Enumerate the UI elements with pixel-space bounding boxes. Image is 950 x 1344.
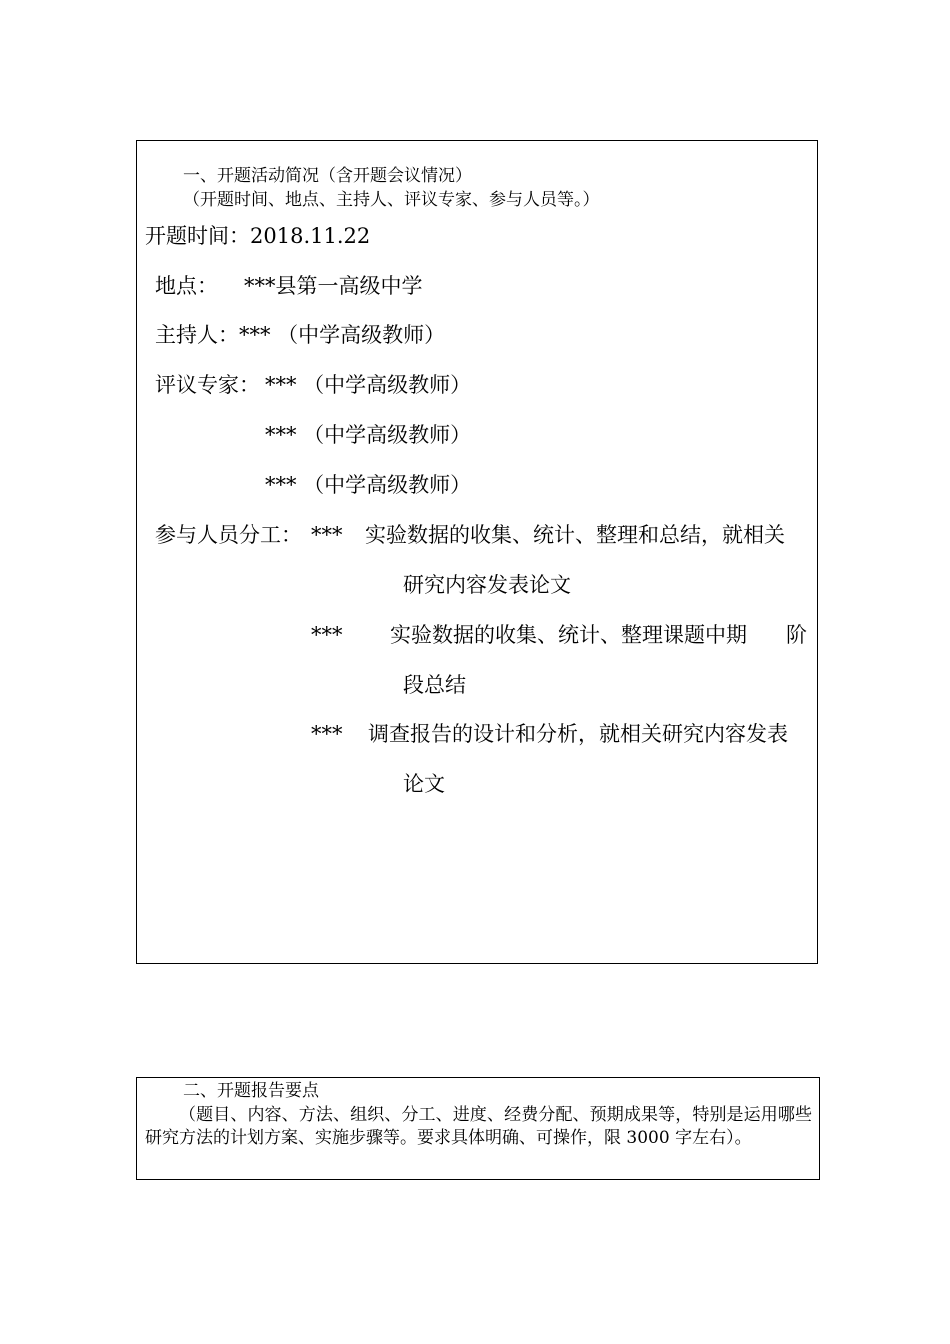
expert-entry: *** （中学高级教师） xyxy=(265,373,472,397)
participant-duty-cont: 段总结 xyxy=(403,673,466,697)
time-label: 开题时间： xyxy=(145,224,250,248)
experts-label: 评议专家： xyxy=(155,373,260,397)
place-label: 地点： xyxy=(155,274,218,298)
host-row xyxy=(155,325,445,346)
time-row xyxy=(145,226,370,247)
expert-entry: *** （中学高级教师） xyxy=(265,423,472,447)
participant-duty-cont: 研究内容发表论文 xyxy=(403,573,571,597)
participant-duty: 实验数据的收集、统计、整理和总结，就相关 xyxy=(365,523,785,547)
participant-name: *** xyxy=(311,722,343,746)
participant-duty: 调查报告的设计和分析，就相关研究内容发表 xyxy=(368,722,788,746)
activity-summary-box xyxy=(136,140,818,964)
expert-entry: *** （中学高级教师） xyxy=(265,473,472,497)
participants-label: 参与人员分工： xyxy=(155,523,302,547)
host-value: *** （中学高级教师） xyxy=(239,323,446,347)
place-value: ***县第一高级中学 xyxy=(244,274,423,298)
participant-duty-tail: 阶 xyxy=(786,623,807,647)
section1-heading: 一、开题活动简况（含开题会议情况） xyxy=(183,166,472,186)
section2-heading: 二、开题报告要点 xyxy=(183,1081,319,1101)
participant-name: *** xyxy=(311,623,343,647)
participant-name: *** xyxy=(311,523,343,547)
time-value: 2018.11.22 xyxy=(250,224,371,248)
participant-duty-cont: 论文 xyxy=(403,772,445,796)
section1-subheading: （开题时间、地点、主持人、评议专家、参与人员等。） xyxy=(183,190,600,210)
participant-duty: 实验数据的收集、统计、整理课题中期 xyxy=(390,623,747,647)
host-label: 主持人： xyxy=(155,323,239,347)
section2-body: （题目、内容、方法、组织、分工、进度、经费分配、预期成果等，特别是运用哪些研究方法的计划方案、实施步骤等。要求具体明确、可操作，限 3000 字左右）。 xyxy=(145,1105,812,1148)
